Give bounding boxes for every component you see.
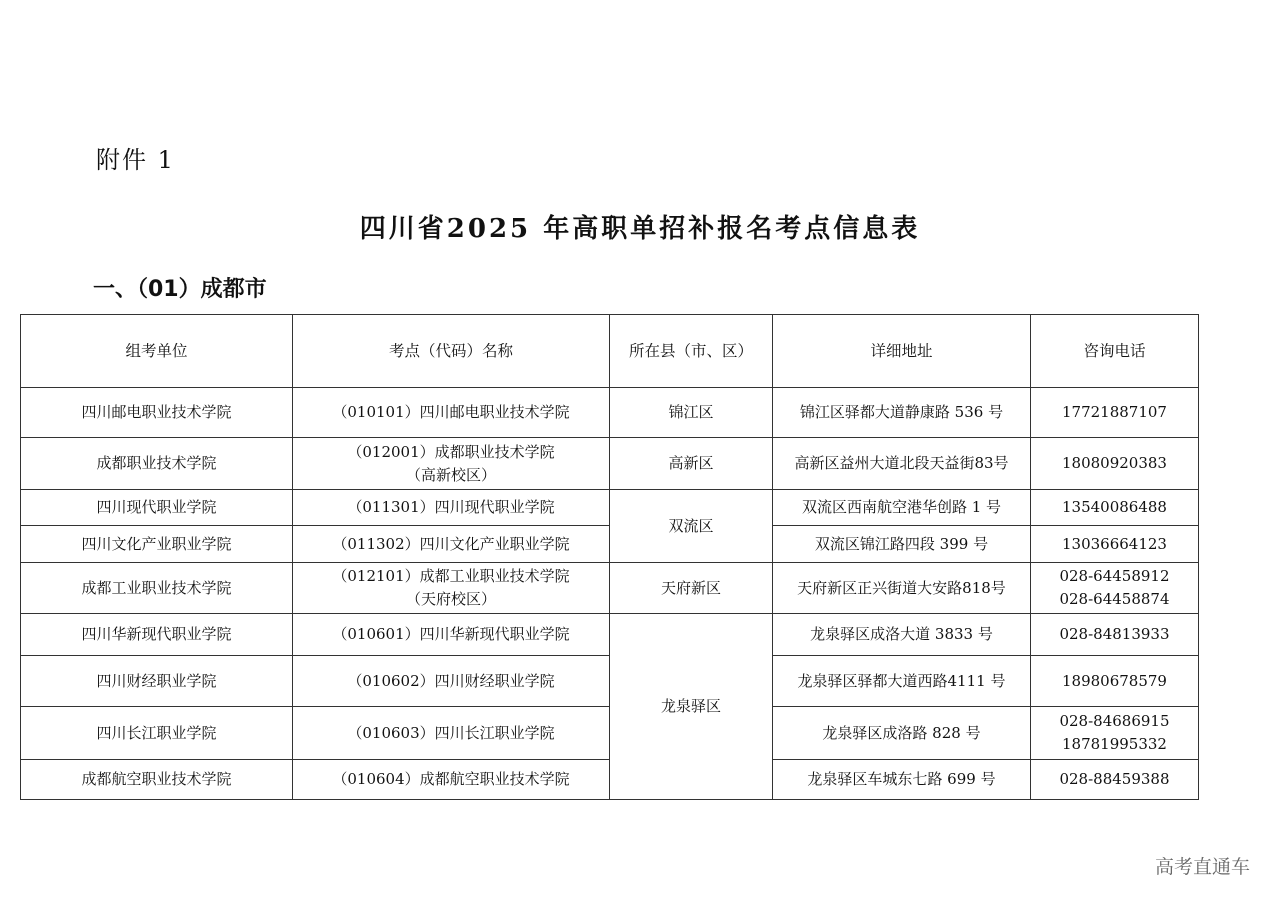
cell-site xyxy=(293,614,610,656)
cell-phone xyxy=(1031,490,1199,526)
cell-address: 龙泉驿区车城东七路 699 号 xyxy=(773,760,1031,800)
cell-unit: 成都航空职业技术学院 xyxy=(21,760,293,800)
phone: 17721887107 xyxy=(1062,403,1167,421)
cell-address: 高新区益州大道北段天益街83号 xyxy=(773,438,1031,490)
cell-address: 龙泉驿区驿都大道西路4111 号 xyxy=(773,656,1031,707)
cell-phone xyxy=(1031,526,1199,563)
cell-site xyxy=(293,490,610,526)
cell-site xyxy=(293,563,610,614)
table-row xyxy=(21,438,1199,490)
cell-county: 双流区 xyxy=(610,490,773,563)
site-name: （010101）四川邮电职业技术学院 xyxy=(332,403,570,421)
cell-phone xyxy=(1031,760,1199,800)
site-name: （011301）四川现代职业学院 xyxy=(347,498,555,516)
cell-site xyxy=(293,388,610,438)
cell-site xyxy=(293,438,610,490)
cell-unit: 四川现代职业学院 xyxy=(21,490,293,526)
site-name: （010603）四川长江职业学院 xyxy=(347,723,555,742)
table-row xyxy=(21,614,1199,656)
site-name: （012001）成都职业技术学院 xyxy=(347,442,555,461)
phone: 028-64458912 xyxy=(1059,567,1170,585)
phone-secondary: 18781995332 xyxy=(1062,735,1167,753)
exam-site-table xyxy=(20,314,1199,800)
site-campus: （高新校区） xyxy=(405,465,496,484)
table-header-row xyxy=(21,315,1199,388)
phone: 18980678579 xyxy=(1062,671,1167,690)
header-site: 考点（代码）名称 xyxy=(293,315,610,388)
cell-phone xyxy=(1031,614,1199,656)
header-phone: 咨询电话 xyxy=(1031,315,1199,388)
cell-phone xyxy=(1031,707,1199,760)
header-address: 详细地址 xyxy=(773,315,1031,388)
cell-unit: 四川财经职业学院 xyxy=(21,656,293,707)
site-campus: （天府校区） xyxy=(405,590,496,608)
cell-county: 天府新区 xyxy=(610,563,773,614)
phone: 028-84686915 xyxy=(1059,712,1170,730)
phone: 18080920383 xyxy=(1062,454,1167,472)
header-unit: 组考单位 xyxy=(21,315,293,388)
phone: 028-88459388 xyxy=(1059,770,1170,788)
cell-phone xyxy=(1031,563,1199,614)
cell-phone xyxy=(1031,656,1199,707)
table-row xyxy=(21,563,1199,614)
cell-phone xyxy=(1031,388,1199,438)
cell-site xyxy=(293,760,610,800)
phone-secondary: 028-64458874 xyxy=(1059,590,1170,608)
site-name: （010604）成都航空职业技术学院 xyxy=(332,770,570,788)
cell-county: 龙泉驿区 xyxy=(610,614,773,800)
cell-unit: 四川长江职业学院 xyxy=(21,707,293,760)
cell-site xyxy=(293,526,610,563)
cell-address: 锦江区驿都大道静康路 536 号 xyxy=(773,388,1031,438)
cell-site xyxy=(293,707,610,760)
site-name: （010601）四川华新现代职业学院 xyxy=(332,625,570,643)
cell-address: 龙泉驿区成洛路 828 号 xyxy=(773,707,1031,760)
cell-unit: 成都职业技术学院 xyxy=(21,438,293,490)
header-county: 所在县（市、区） xyxy=(610,315,773,388)
attachment-label: 附件 1 xyxy=(96,146,175,174)
cell-unit: 成都工业职业技术学院 xyxy=(21,563,293,614)
cell-address: 双流区西南航空港华创路 1 号 xyxy=(773,490,1031,526)
site-name: （010602）四川财经职业学院 xyxy=(347,671,555,690)
cell-address: 双流区锦江路四段 399 号 xyxy=(773,526,1031,563)
phone: 13036664123 xyxy=(1062,534,1167,553)
table-row xyxy=(21,388,1199,438)
cell-county: 锦江区 xyxy=(610,388,773,438)
document-title: 四川省2025 年高职单招补报名考点信息表 xyxy=(359,214,921,244)
cell-county: 高新区 xyxy=(610,438,773,490)
cell-phone xyxy=(1031,438,1199,490)
site-name: （011302）四川文化产业职业学院 xyxy=(332,534,570,553)
cell-address: 天府新区正兴街道大安路818号 xyxy=(773,563,1031,614)
watermark: 高考直通车 xyxy=(1154,856,1250,878)
table-row xyxy=(21,490,1199,526)
cell-address: 龙泉驿区成洛大道 3833 号 xyxy=(773,614,1031,656)
cell-unit: 四川邮电职业技术学院 xyxy=(21,388,293,438)
phone: 13540086488 xyxy=(1062,498,1167,516)
phone: 028-84813933 xyxy=(1059,625,1170,643)
cell-unit: 四川文化产业职业学院 xyxy=(21,526,293,563)
site-name: （012101）成都工业职业技术学院 xyxy=(332,567,570,585)
cell-unit: 四川华新现代职业学院 xyxy=(21,614,293,656)
section-heading: 一、（01）成都市 xyxy=(93,277,267,302)
cell-site xyxy=(293,656,610,707)
